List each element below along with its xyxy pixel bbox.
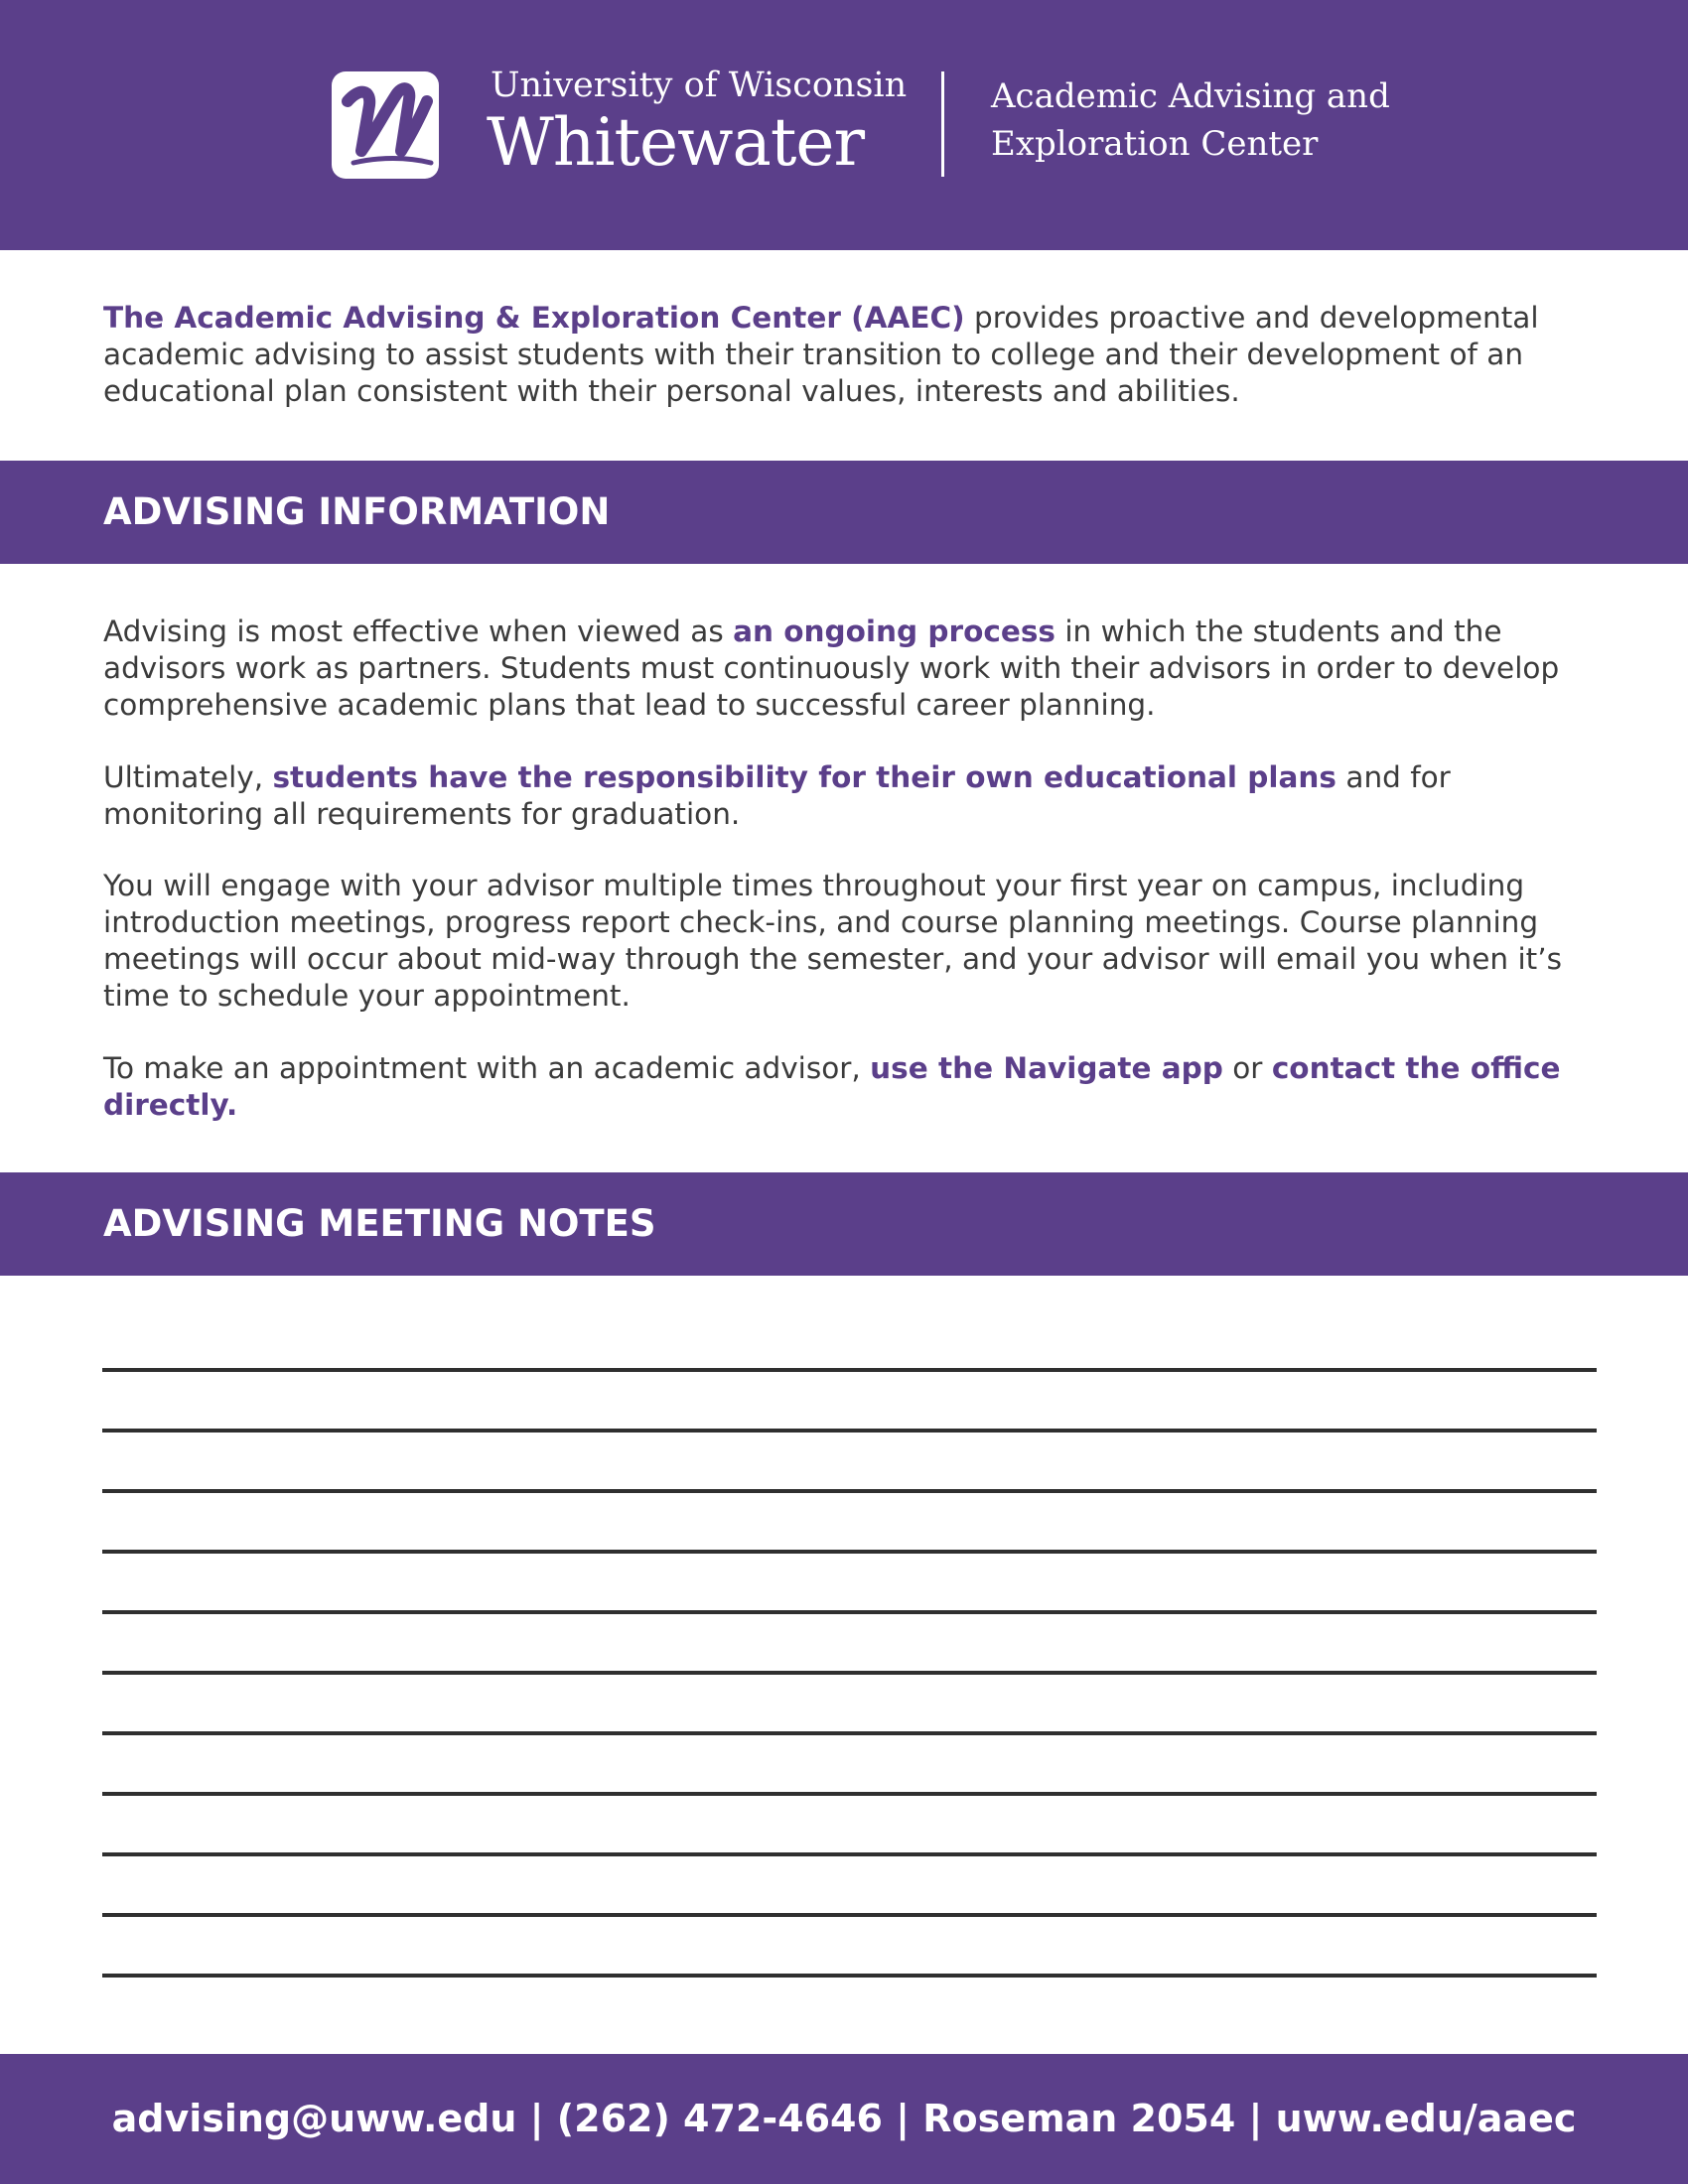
- p1-highlight: an ongoing process: [733, 614, 1055, 648]
- p2-text-before: Ultimately,: [103, 760, 273, 794]
- footer-contact-info: advising@uww.edu | (262) 472-4646 | Roseman 2054 | uww.edu/aaec: [111, 2097, 1577, 2140]
- advising-paragraph-2: [103, 759, 1613, 833]
- p1-text-before: Advising is most effective when viewed as: [103, 614, 734, 648]
- header-divider: [941, 71, 944, 177]
- university-name-line2: Whitewater: [487, 104, 865, 181]
- p2-text-after: and for monitoring all requirements for graduation.: [103, 760, 1451, 831]
- advising-information-title: ADVISING INFORMATION: [103, 490, 611, 533]
- note-line: [102, 1610, 1597, 1614]
- note-line: [102, 1974, 1597, 1978]
- note-lines: [102, 1368, 1597, 2034]
- university-name-line1: University of Wisconsin: [491, 66, 908, 105]
- department-name-line2: Exploration Center: [991, 124, 1319, 164]
- note-line: [102, 1671, 1597, 1675]
- note-line: [102, 1550, 1597, 1554]
- p4-text-middle: or: [1222, 1051, 1272, 1085]
- advising-information-bar: [0, 461, 1688, 564]
- meeting-notes-title: ADVISING MEETING NOTES: [103, 1202, 656, 1245]
- p4-text-before: To make an appointment with an academic advisor,: [103, 1051, 871, 1085]
- intro-highlight: The Academic Advising & Exploration Center (AAEC): [103, 301, 965, 335]
- note-line: [102, 1489, 1597, 1493]
- advising-paragraph-3: You will engage with your advisor multiple times throughout your first year on campus, including introduction meetings, progress report check-ins, and course planning meetings. Course planning meetings will occur about mid-way through the semester, and your advisor will email you when it’s time to schedule your appointment.: [103, 869, 1562, 1013]
- note-line: [102, 1731, 1597, 1735]
- advising-paragraph-1: [103, 614, 1613, 724]
- navigate-app-link[interactable]: use the Navigate app: [870, 1051, 1223, 1085]
- page-header: [0, 0, 1688, 250]
- uw-whitewater-w-logo-icon: [332, 71, 439, 179]
- department-name-line1: Academic Advising and: [991, 76, 1390, 116]
- p1-text-after: in which the students and the advisors work as partners. Students must continuously work with their advisors in order to develop comprehensive academic plans that lead to successful career planning.: [103, 614, 1560, 722]
- note-line: [102, 1368, 1597, 1372]
- intro-paragraph: [103, 300, 1613, 410]
- intro-text: provides proactive and developmental academic advising to assist students with their transition to college and their development of an educational plan consistent with their personal values, interests and abilities.: [103, 301, 1539, 408]
- p2-highlight: students have the responsibility for their own educational plans: [272, 760, 1336, 794]
- note-line: [102, 1852, 1597, 1856]
- note-line: [102, 1429, 1597, 1433]
- page-footer: [0, 2054, 1688, 2184]
- meeting-notes-bar: [0, 1172, 1688, 1276]
- advising-paragraph-4: [103, 1050, 1613, 1124]
- note-line: [102, 1792, 1597, 1796]
- contact-office-link[interactable]: contact the office directly.: [103, 1051, 1561, 1122]
- note-line: [102, 1913, 1597, 1917]
